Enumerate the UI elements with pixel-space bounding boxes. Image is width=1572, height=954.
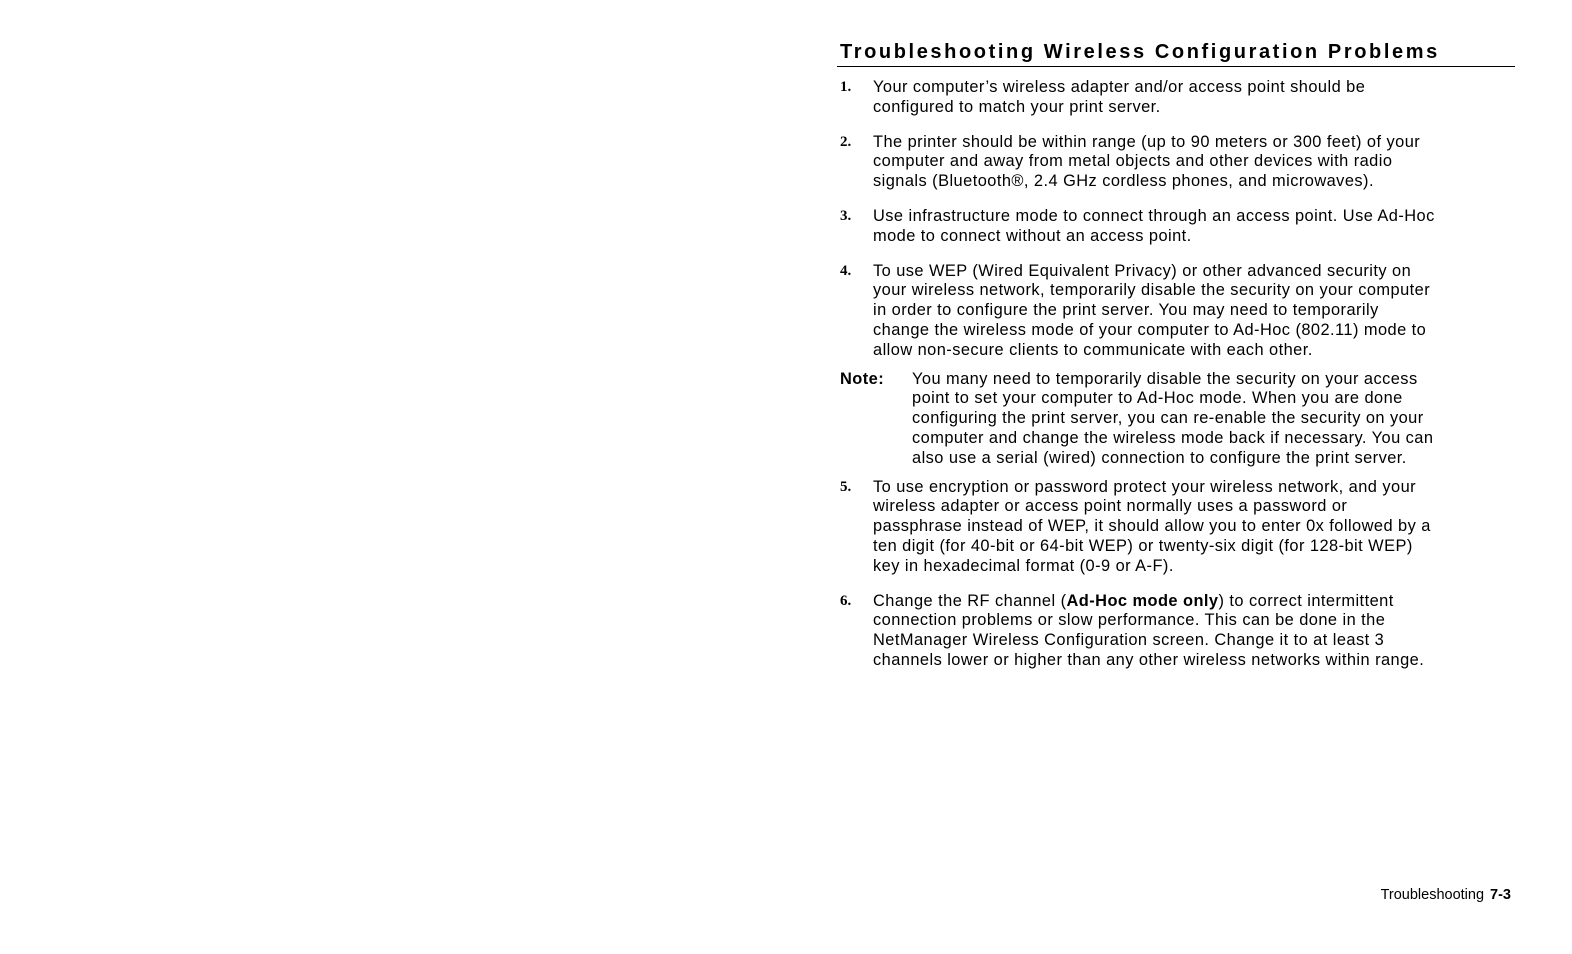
title-rule — [837, 66, 1515, 67]
item-text-line: in order to configure the print server. You may need to temporarily — [873, 301, 1379, 320]
item-text-line: change the wireless mode of your computer to Ad-Hoc (802.11) mode to — [873, 320, 1427, 339]
item-number: 1. — [840, 79, 852, 95]
item-text-line: your wireless network, temporarily disable the security on your computer — [873, 281, 1431, 300]
page-content — [840, 38, 1516, 669]
item-text-line: To use encryption or password protect your wireless network, and your — [873, 477, 1417, 496]
note-text-line: computer and change the wireless mode back if necessary. You can — [912, 428, 1434, 447]
note-text-line: also use a serial (wired) connection to configure the print server. — [912, 448, 1407, 467]
note-text-line: You many need to temporarily disable the security on your access — [912, 369, 1418, 388]
section-title: Troubleshooting Wireless Configuration Problems — [840, 41, 1440, 63]
note-text-line: point to set your computer to Ad-Hoc mode. When you are done — [912, 389, 1403, 408]
item-number: 3. — [840, 207, 852, 224]
item-text-line: NetManager Wireless Configuration screen. Change it to at least 3 — [873, 631, 1385, 650]
emphasis-text: Ad-Hoc mode only — [1066, 591, 1219, 610]
item-text-line: configured to match your print server. — [873, 97, 1161, 116]
item-text-segment: ) to correct intermittent — [1218, 591, 1394, 610]
item-text-line: passphrase instead of WEP, it should allow you to enter 0x followed by a — [873, 517, 1431, 536]
list-item — [840, 262, 1516, 361]
item-text-line: mode to connect without an access point. — [873, 226, 1192, 245]
list-item — [840, 207, 1516, 247]
item-text-line — [873, 592, 1516, 612]
item-text-line: wireless adapter or access point normally uses a password or — [873, 497, 1348, 516]
list-item — [840, 592, 1516, 671]
item-text-line: ten digit (for 40-bit or 64-bit WEP) or twenty-six digit (for 128-bit WEP) — [873, 536, 1413, 555]
item-text-line: Your computer’s wireless adapter and/or access point should be — [873, 78, 1366, 96]
item-text-segment: Change the RF channel ( — [873, 591, 1067, 610]
troubleshooting-list — [840, 78, 1516, 686]
footer-page-number: 7-3 — [1490, 887, 1511, 903]
page-footer — [1381, 887, 1511, 903]
footer-section-name: Troubleshooting — [1380, 887, 1485, 903]
item-text-line: key in hexadecimal format (0-9 or A-F). — [873, 556, 1174, 575]
item-text-line: The printer should be within range (up to 90 meters or 300 feet) of your — [873, 132, 1421, 151]
item-number: 6. — [840, 592, 852, 609]
note-text-line: configuring the print server, you can re-enable the security on your — [912, 409, 1424, 428]
list-item — [840, 133, 1516, 192]
item-text-line: allow non-secure clients to communicate with each other. — [873, 340, 1313, 359]
item-text-line: signals (Bluetooth®, 2.4 GHz cordless phones, and microwaves). — [873, 172, 1374, 191]
item-text-line: connection problems or slow performance. This can be done in the — [873, 611, 1386, 630]
item-text-line: To use WEP (Wired Equivalent Privacy) or other advanced security on — [873, 261, 1412, 280]
item-number: 4. — [840, 262, 852, 279]
list-item — [840, 78, 1516, 118]
item-text-line: computer and away from metal objects and other devices with radio — [873, 152, 1393, 171]
item-number: 5. — [840, 478, 852, 495]
item-text-line: Use infrastructure mode to connect through an access point. Use Ad-Hoc — [873, 206, 1435, 225]
note-label: Note: — [840, 369, 885, 388]
note-block — [840, 370, 1516, 469]
item-number: 2. — [840, 133, 852, 150]
list-item — [840, 478, 1516, 577]
item-text-line: channels lower or higher than any other wireless networks within range. — [873, 650, 1425, 669]
